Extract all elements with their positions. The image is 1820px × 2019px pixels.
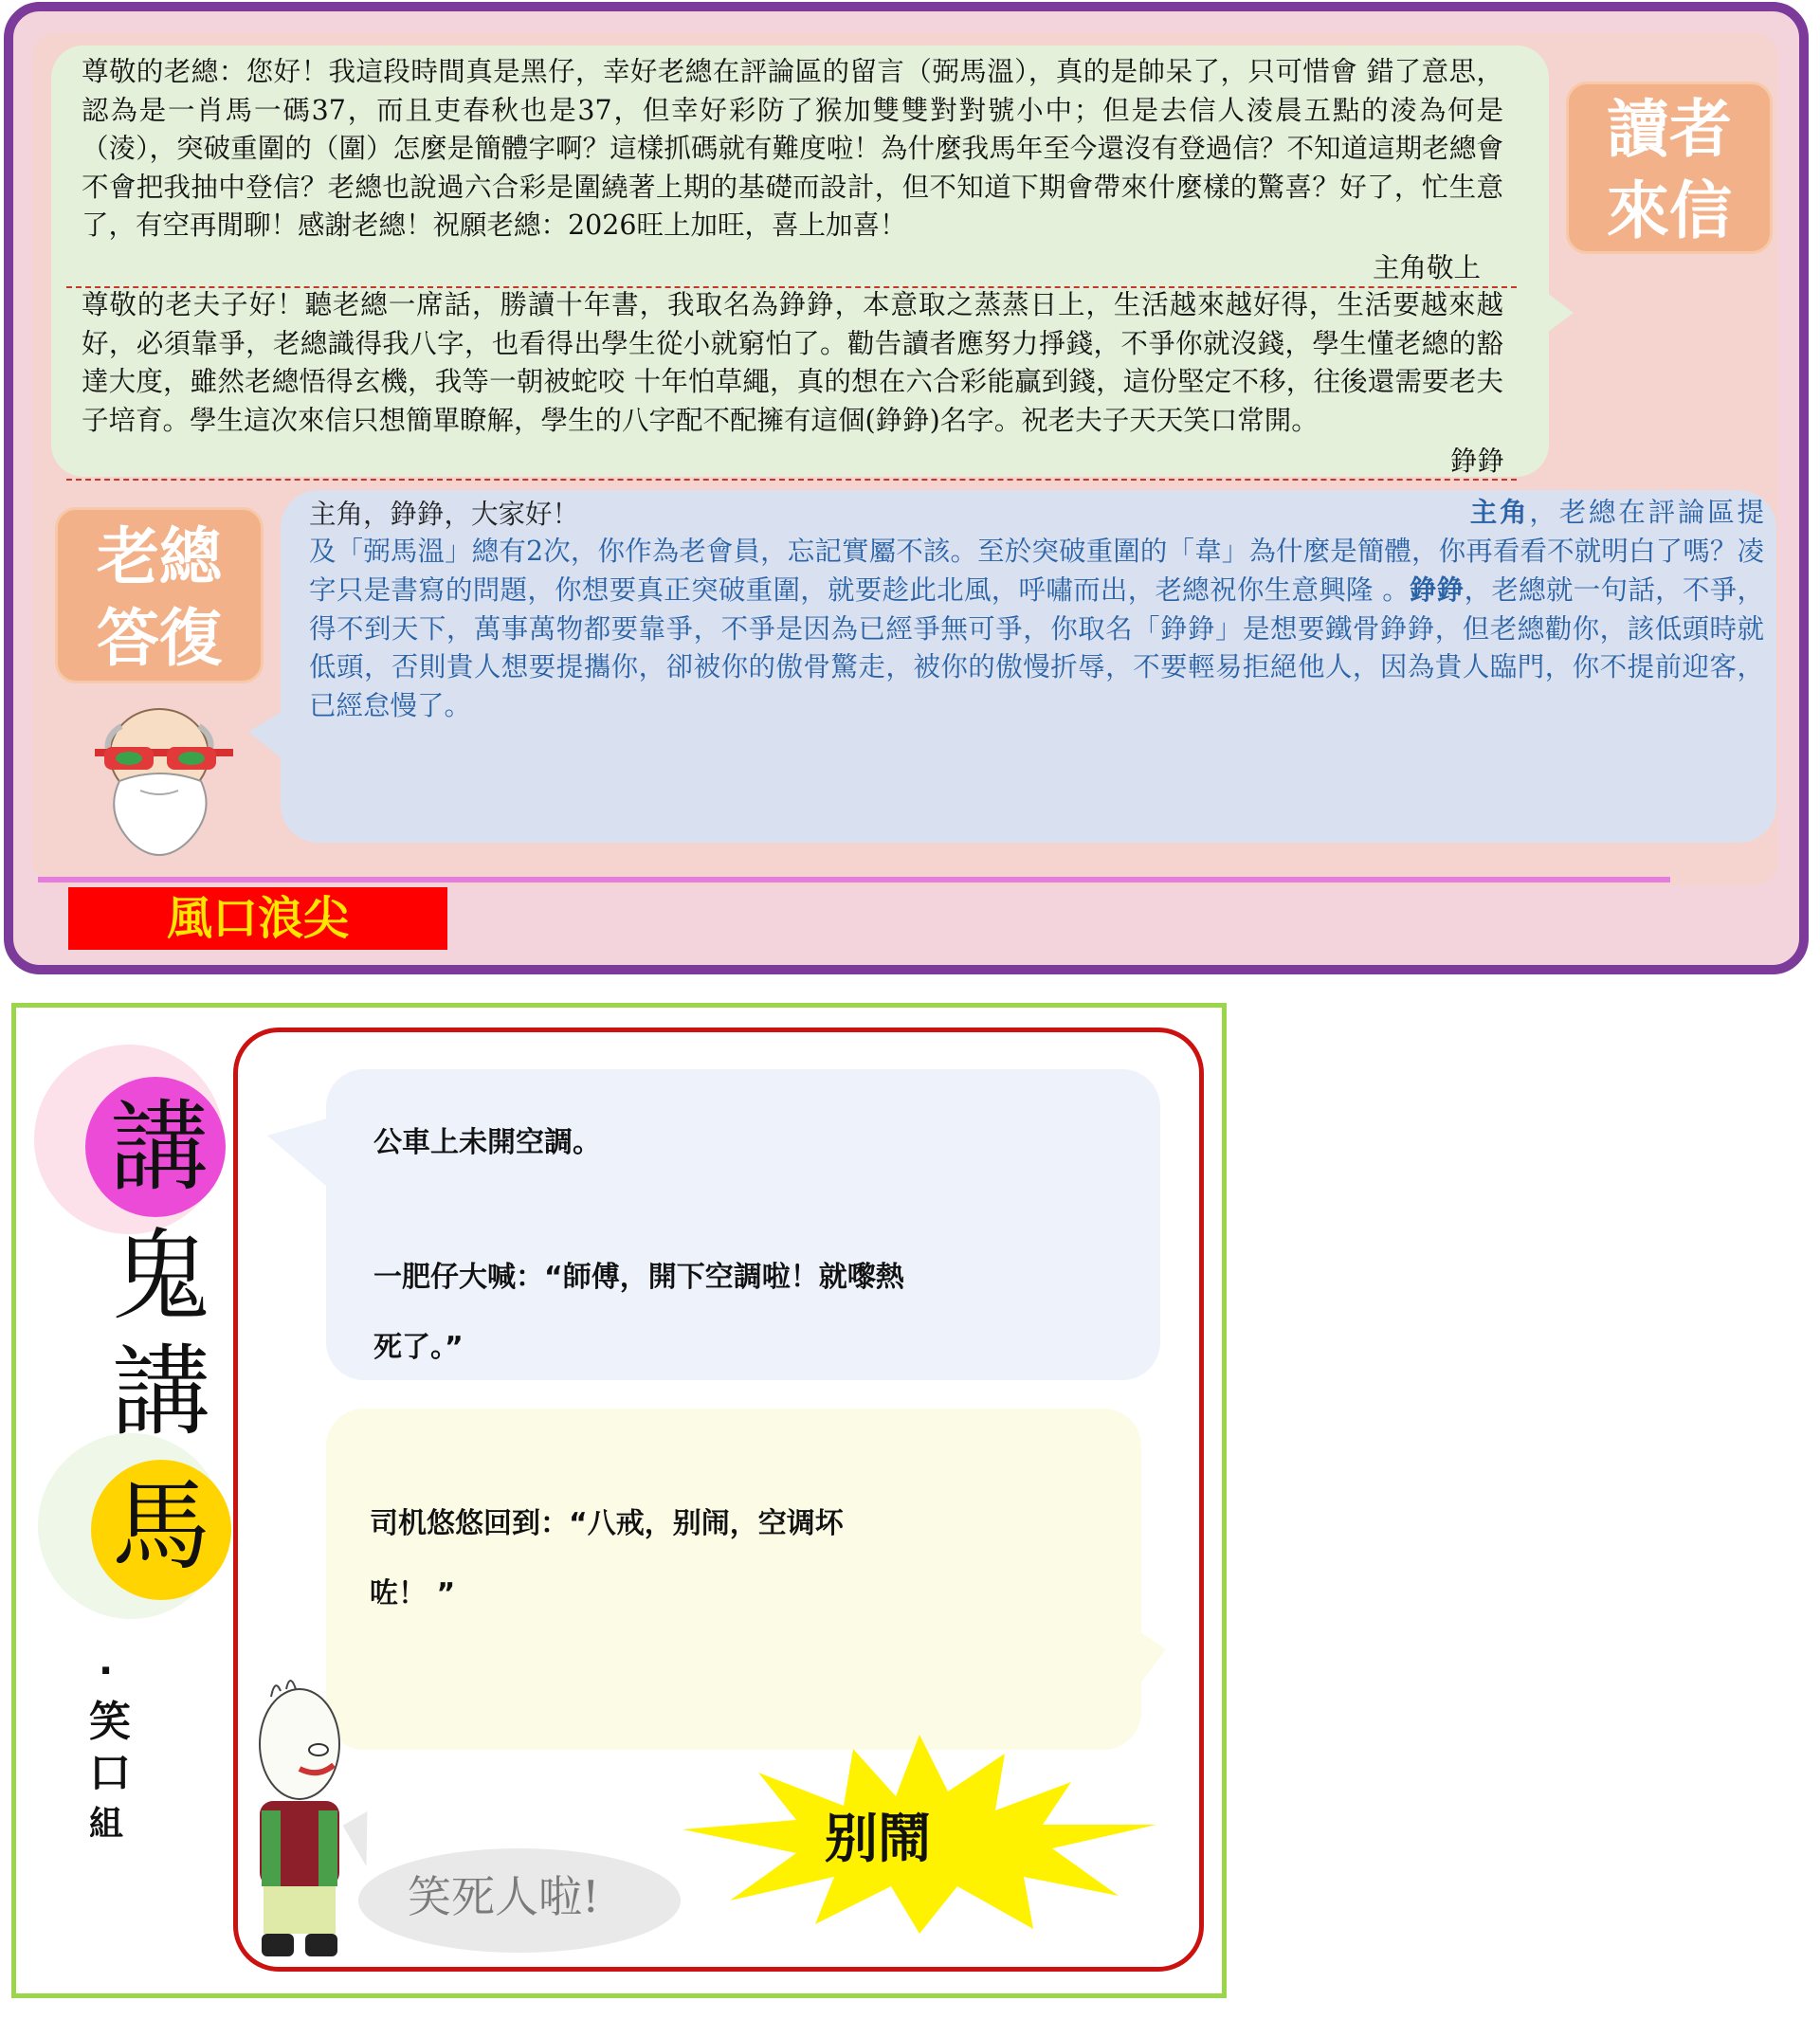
joke-line-3a: 司机悠悠回到：“八戒，别闹，空调坏 [370,1507,844,1540]
group-name [89,1697,131,1850]
group-char-2: 口 [89,1749,131,1797]
reply-name-1: 主角 [1467,496,1530,528]
side-title-char-3: 講 [111,1334,210,1449]
joke-line-3b: 咗！ ” [370,1577,456,1610]
reply-body-1: ，老總在評論區提及「弼馬溫」總有2次，你作為老會員，忘記實屬不該。至於突破重圍的「韋」為什麼是簡體，你再看看不就明白了嗎？凌字只是書寫的問題，你想要真正突破重圍，就要趁此北風，呼嘯而出，老總祝你生意興隆 。 [309,497,1764,606]
burst-text: 别鬧 [825,1809,931,1870]
reply-body-2: ，老總就一句話，不爭，得不到天下，萬事萬物都要靠爭，不爭是因為已經爭無可爭，你取名「錚錚」是想要鐵骨錚錚，但老總勸你，該低頭時就低頭，否則貴人想要提攜你，卻被你的傲骨驚走，被你的傲慢折辱，不要輕易拒絕他人，因為貴人臨門，你不提前迎客，已經怠慢了。 [309,574,1764,721]
side-title-char-1: 講 [109,1089,209,1205]
joke-line-2a: 一肥仔大喊：“師傅，開下空調啦！就嚟熱 [373,1261,904,1294]
boss-reply-text [309,493,1764,725]
side-dot: · [99,1649,114,1693]
joke-line-1: 公車上未開空調。 [373,1126,601,1159]
letter-divider-bottom [66,479,1517,481]
boss-reply-badge [55,507,264,683]
badge-line-2: 答復 [97,601,222,675]
reader-letter-1: 尊敬的老總：您好！我這段時間真是黑仔，幸好老總在評論區的留言（弼馬溫），真的是帥呆了，只可惜會 錯了意思，認為是一肖馬一碼37，而且吏春秋也是37，但幸好彩防了猴加雙雙對對號小中；但是去信人淩晨五點的淩為何是（淩），突破重圍的（圍）怎麼是簡體字啊？這樣抓碼就有難度啦！為什麼我馬年至今還沒有登過信？不知道這期老總會不會把我抽中登信？老總也說過六合彩是圍繞著上期的基礎而設計，但不知道下期會帶來什麼樣的驚喜？好了，忙生意了，有空再閒聊！感謝老總！祝願老總：2026旺上加旺，喜上加喜！ [82,56,1503,241]
group-char-1: 笑 [89,1698,131,1746]
side-title-char-2: 鬼 [111,1218,210,1334]
group-char-3: 組 [89,1805,124,1844]
badge-line-1: 老總 [97,519,222,593]
reader-letter-2: 尊敬的老夫子好！聽老總一席話，勝讀十年書，我取名為錚錚，本意取之蒸蒸日上，生活越來越好得，生活要越來越好，必須靠爭，老總識得我八字，也看得出學生從小就窮怕了。勸告讀者應努力掙錢，不爭你就沒錢，學生懂老總的豁達大度，雖然老總悟得玄機，我等一朝被蛇咬 十年怕草繩，真的想在六合彩能贏到錢，這份堅定不移，往後還需要老夫子培育。學生這次來信只想簡單瞭解，學生的八字配不配擁有這個(錚錚)名字。祝老夫子天天笑口常開。 [82,289,1503,436]
cartoon-man-illustration [243,1668,356,1962]
badge-line-2: 來信 [1607,173,1732,247]
boss-reply-greeting: 主角，錚錚，大家好！ [309,499,580,530]
side-title-char-4: 馬 [111,1468,210,1584]
column-tag: 風口浪尖 [68,887,447,950]
letter-1-signature: 主角敬上 [1373,252,1482,283]
reply-name-2: 錚錚 [1409,573,1465,606]
answer-bubble-tail [1138,1630,1166,1687]
reader-bubble-tail [1536,284,1574,341]
boss-bubble-tail [248,703,296,770]
letter-2-signature: 錚錚 [1450,446,1505,477]
question-bubble-tail [267,1117,334,1192]
old-master-avatar [83,700,245,870]
readers-letter-badge [1566,82,1773,254]
section-divider [38,877,1670,882]
laugh-text: 笑死人啦! [408,1871,600,1922]
joke-line-2b: 死了。” [373,1331,464,1364]
badge-line-1: 讀者 [1607,92,1732,166]
